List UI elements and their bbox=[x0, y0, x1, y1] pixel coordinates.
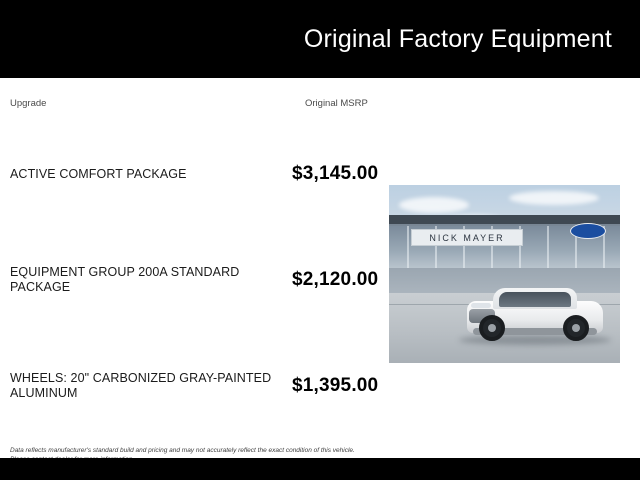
wheel-hub bbox=[488, 324, 496, 332]
column-header-upgrade: Upgrade bbox=[10, 98, 47, 109]
vehicle-wheel bbox=[563, 315, 589, 341]
cloud-shape bbox=[399, 197, 469, 213]
vehicle-photo bbox=[389, 185, 620, 363]
equipment-name: EQUIPMENT GROUP 200A STANDARD PACKAGE bbox=[10, 265, 240, 294]
dealer-sign-text: NICK MAYER bbox=[429, 232, 505, 243]
wheel-hub bbox=[572, 324, 580, 332]
window-mullion bbox=[547, 226, 549, 268]
equipment-name: WHEELS: 20" CARBONIZED GRAY-PAINTED ALUMINUM bbox=[10, 371, 272, 400]
page-title: Original Factory Equipment bbox=[303, 24, 612, 53]
window-mullion bbox=[407, 226, 409, 268]
cloud-shape bbox=[509, 191, 599, 205]
header-bar bbox=[0, 0, 640, 78]
equipment-price: $1,395.00 bbox=[292, 375, 379, 396]
dealer-sign bbox=[411, 229, 523, 246]
equipment-price: $3,145.00 bbox=[292, 163, 379, 184]
vehicle-windows bbox=[499, 292, 571, 307]
column-header-msrp: Original MSRP bbox=[305, 98, 368, 109]
equipment-price: $2,120.00 bbox=[292, 269, 379, 290]
vehicle-suv bbox=[467, 283, 603, 341]
vehicle-headlight bbox=[471, 303, 491, 308]
vehicle-wheel bbox=[479, 315, 505, 341]
footer-bar bbox=[0, 458, 640, 480]
table-column-headers bbox=[0, 78, 640, 122]
equipment-name: ACTIVE COMFORT PACKAGE bbox=[10, 166, 187, 181]
brand-logo-icon bbox=[570, 223, 606, 239]
disclaimer-line-1: Data reflects manufacturer's standard build and pricing and may not accurately reflect the exact condition of this vehicle. bbox=[10, 447, 355, 454]
